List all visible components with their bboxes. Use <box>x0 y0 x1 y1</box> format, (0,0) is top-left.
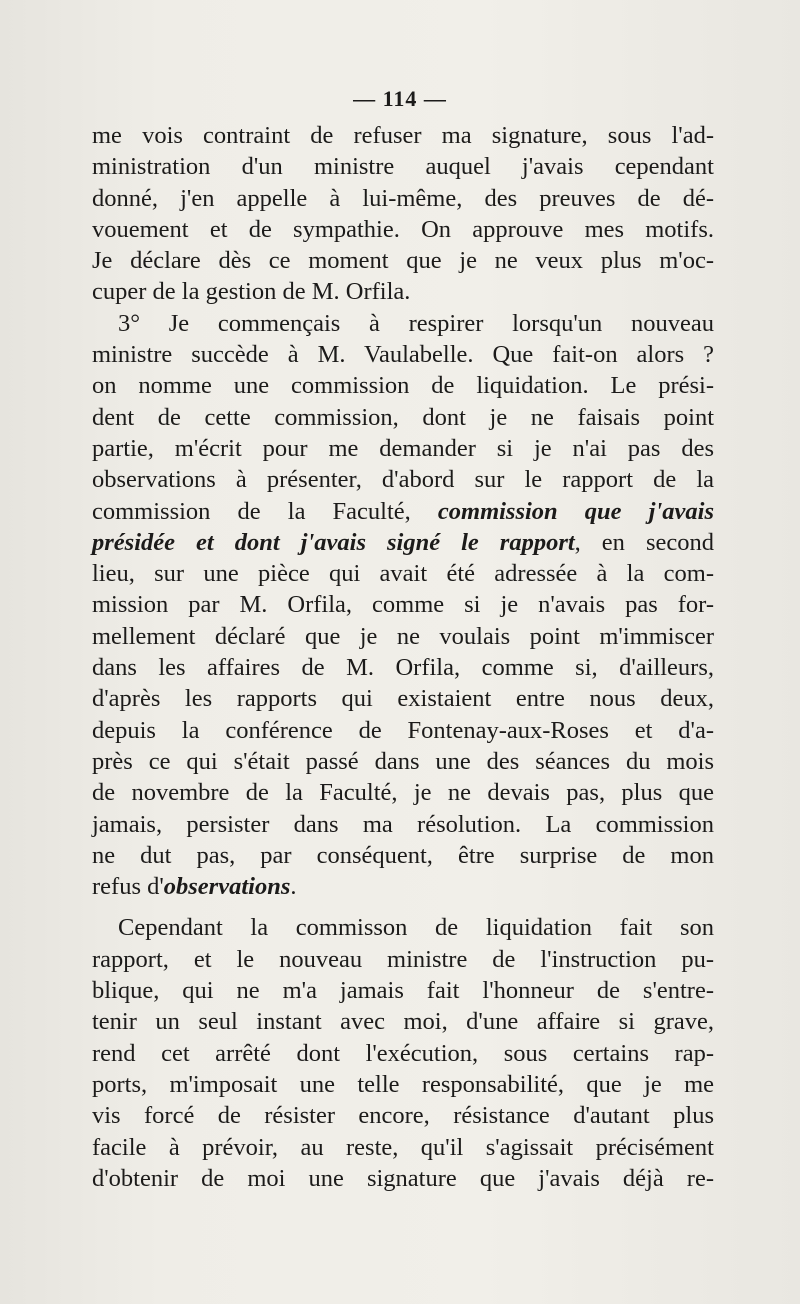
text-line-content: tenir un seul instant avec moi, d'une affaire si grave, <box>92 1008 714 1036</box>
text-line <box>92 589 714 620</box>
text-line <box>92 683 714 714</box>
text-line <box>92 746 714 777</box>
text-line <box>92 840 714 871</box>
text-line <box>92 871 714 902</box>
text-line-content: dans les affaires de M. Orfila, comme si, d'ailleurs, <box>92 654 714 682</box>
text-segment: commission de la Faculté, <box>92 497 438 525</box>
text-line <box>92 527 714 558</box>
text-line <box>92 370 714 401</box>
text-line <box>92 1069 714 1100</box>
text-line-content: rapport, et le nouveau ministre de l'instruction pu- <box>92 945 714 973</box>
text-line-content: d'obtenir de moi une signature que j'avais déjà re- <box>92 1164 714 1192</box>
text-line <box>92 1038 714 1069</box>
text-line <box>92 214 714 245</box>
text-line <box>92 120 714 151</box>
text-line <box>92 558 714 589</box>
text-line <box>92 151 714 182</box>
text-line <box>92 339 714 370</box>
text-line-content: lieu, sur une pièce qui avait été adressée à la com- <box>92 560 714 588</box>
text-line <box>92 183 714 214</box>
text-line-content: vouement et de sympathie. On approuve mes motifs. <box>92 215 714 243</box>
text-line <box>92 777 714 808</box>
text-line-content: Cependant la commisson de liquidation fait son <box>118 914 714 942</box>
italic-segment: commission que j'avais <box>437 497 714 525</box>
paragraph-gap <box>92 902 714 912</box>
text-line <box>92 1132 714 1163</box>
text-line-content: me vois contraint de refuser ma signature, sous l'ad- <box>92 122 714 149</box>
text-line-content: ne dut pas, par conséquent, être surprise de mon <box>92 841 714 869</box>
text-line <box>92 912 714 943</box>
text-line <box>92 1006 714 1037</box>
text-line-content: de novembre de la Faculté, je ne devais pas, plus que <box>92 779 714 807</box>
text-line-content: Je déclare dès ce moment que je ne veux plus m'oc- <box>92 247 714 275</box>
text-line-content: rend cet arrêté dont l'exécution, sous certains rap- <box>92 1039 714 1067</box>
text-line <box>92 1100 714 1131</box>
text-line-content: partie, m'écrit pour me demander si je n'ai pas des <box>92 434 714 462</box>
text-line-content: depuis la conférence de Fontenay-aux-Roses et d'a- <box>92 716 714 744</box>
body-text <box>92 120 714 1194</box>
text-line <box>92 975 714 1006</box>
text-line-content: mellement déclaré que je ne voulais point m'immiscer <box>92 622 714 650</box>
text-line <box>92 621 714 652</box>
text-line-content: on nomme une commission de liquidation. Le prési- <box>92 372 714 400</box>
text-line <box>92 809 714 840</box>
text-line <box>92 402 714 433</box>
text-segment: , en second <box>574 528 714 556</box>
text-line-content: jamais, persister dans ma résolution. La commission <box>92 810 714 838</box>
text-line <box>92 245 714 276</box>
text-line <box>92 464 714 495</box>
text-line-content: cuper de la gestion de M. Orfila. <box>92 278 411 306</box>
text-segment: . <box>290 873 297 901</box>
text-line-content: donné, j'en appelle à lui-même, des preuves de dé- <box>92 184 714 212</box>
italic-segment: présidée et dont j'avais signé le rapport <box>92 528 575 556</box>
text-line-content: ports, m'imposait une telle responsabilité, que je me <box>92 1070 714 1098</box>
text-line <box>92 308 714 339</box>
text-line <box>92 944 714 975</box>
text-line-content: facile à prévoir, au reste, qu'il s'agissait précisément <box>92 1133 714 1161</box>
text-line <box>92 496 714 527</box>
text-segment: refus d' <box>92 873 164 901</box>
text-line-content: ministre succède à M. Vaulabelle. Que fait-on alors ? <box>92 341 714 369</box>
text-line-content: blique, qui ne m'a jamais fait l'honneur de s'entre- <box>92 977 714 1005</box>
text-line-content: mission par M. Orfila, comme si je n'avais pas for- <box>92 591 714 619</box>
text-line-content: observations à présenter, d'abord sur le rapport de la <box>92 466 714 494</box>
text-line-content: près ce qui s'était passé dans une des séances du mois <box>92 747 714 775</box>
text-line <box>92 1163 714 1194</box>
text-line <box>92 715 714 746</box>
text-line <box>92 433 714 464</box>
text-line <box>92 652 714 683</box>
text-line-content: dent de cette commission, dont je ne faisais point <box>92 403 714 431</box>
text-line-content: d'après les rapports qui existaient entre nous deux, <box>92 685 714 713</box>
text-line-content: ministration d'un ministre auquel j'avais cependant <box>92 153 714 181</box>
text-line-content: vis forcé de résister encore, résistance d'autant plus <box>92 1102 714 1130</box>
text-line-content: 3° Je commençais à respirer lorsqu'un nouveau <box>118 309 714 337</box>
italic-segment: observations <box>163 873 291 901</box>
page-number: — 114 — <box>353 86 447 111</box>
text-line <box>92 276 714 307</box>
